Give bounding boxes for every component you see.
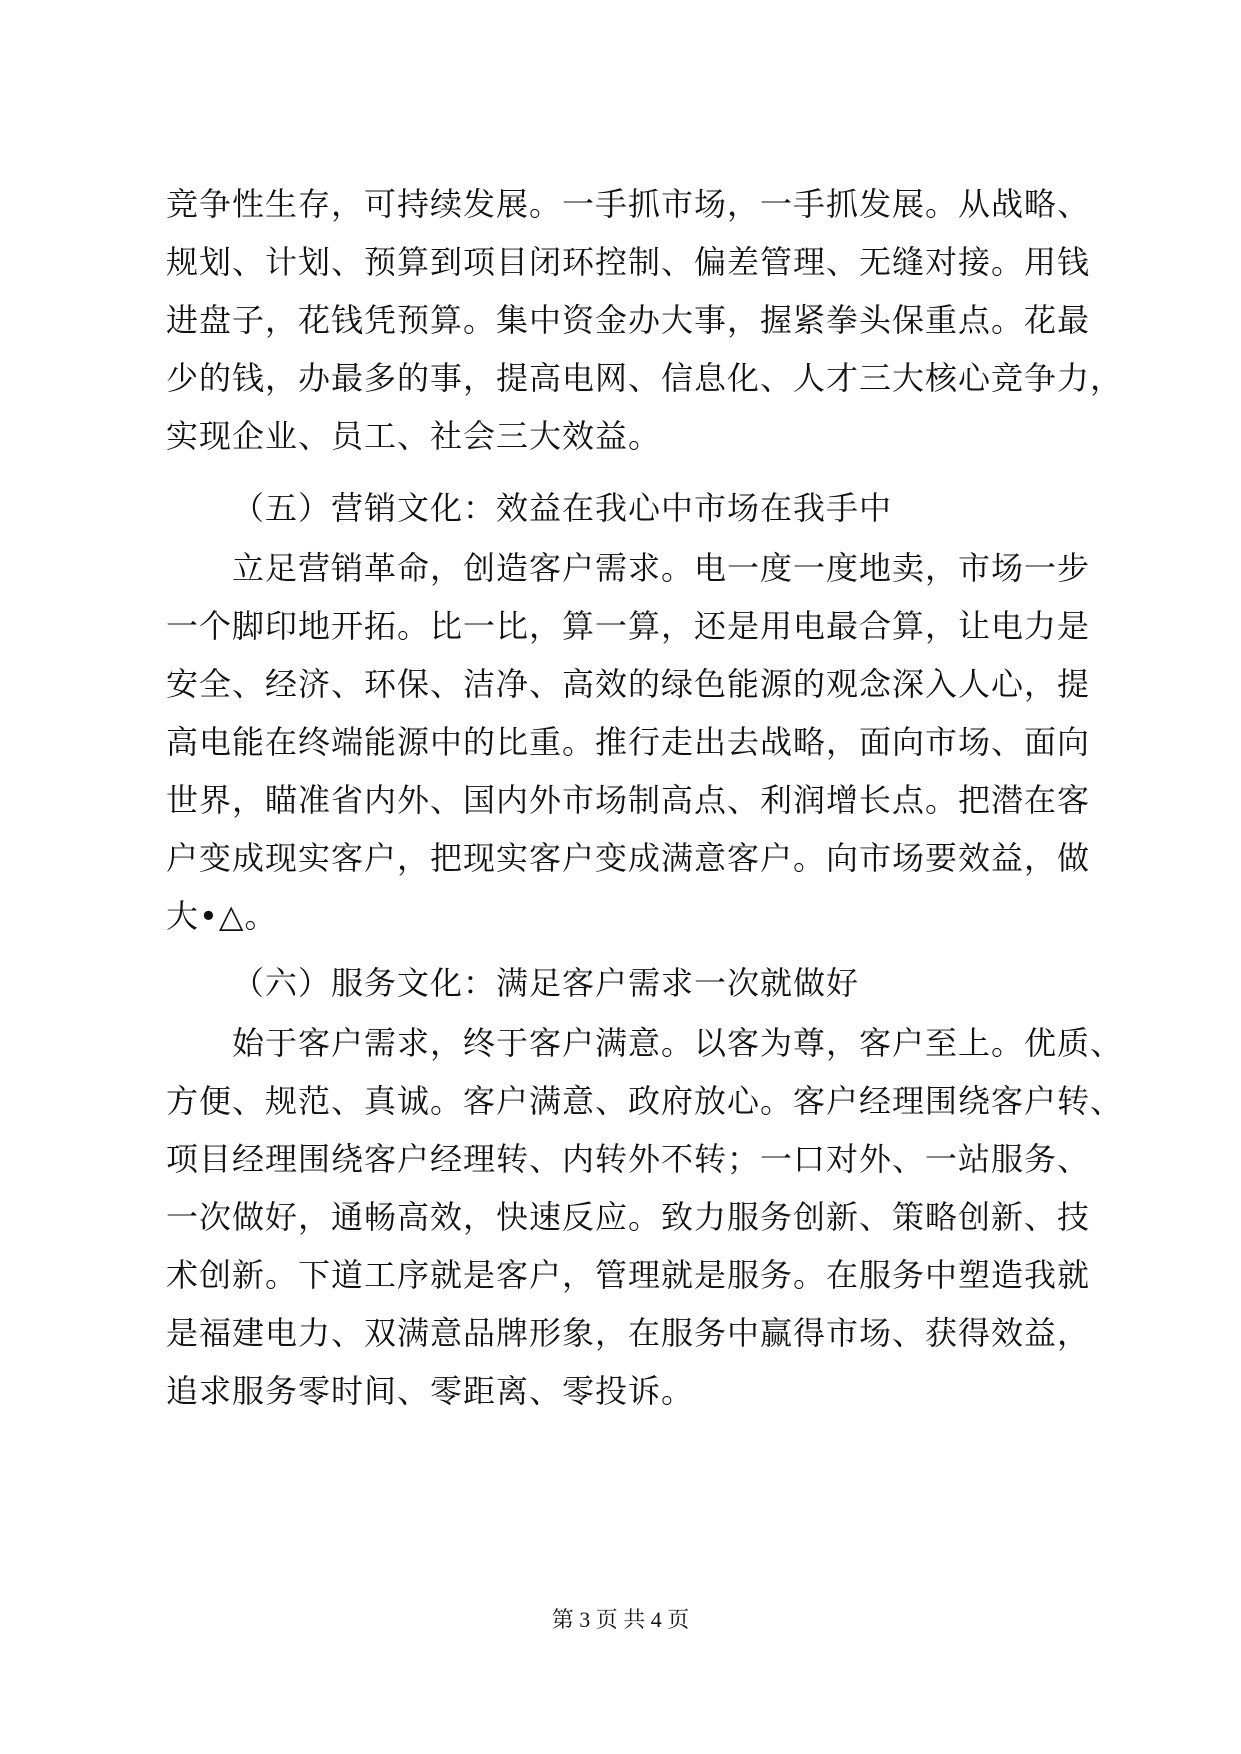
paragraph-3 [166,1014,1124,1420]
page-number-footer: 第 3 页 共 4 页 [551,1607,690,1632]
paragraph-line: 世界，瞄准省内外、国内外市场制高点、利润增长点。把潜在客 [166,781,1091,819]
paragraph-line: 少的钱，办最多的事，提高电网、信息化、人才三大核心竞争力， [166,359,1124,397]
paragraph-line: 户变成现实客户，把现实客户变成满意客户。向市场要效益，做 [166,839,1091,877]
paragraph-line: 项目经理围绕客户经理转、内转外不转；一口对外、一站服务、 [166,1140,1091,1178]
paragraph-line: 大•△。 [166,897,278,935]
paragraph-line: 规划、计划、预算到项目闭环控制、偏差管理、无缝对接。用钱 [166,243,1091,281]
paragraph-line: 一次做好，通畅高效，快速反应。致力服务创新、策略创新、技 [166,1198,1091,1236]
paragraph-line: 高电能在终端能源中的比重。推行走出去战略，面向市场、面向 [166,723,1091,761]
paragraph-line: 始于客户需求，终于客户满意。以客为尊，客户至上。优质、 [232,1024,1124,1062]
paragraph-line: 竞争性生存，可持续发展。一手抓市场，一手抓发展。从战略、 [166,185,1091,223]
paragraph-line: 是福建电力、双满意品牌形象，在服务中赢得市场、获得效益， [166,1314,1091,1352]
section-heading-6 [166,954,1086,1012]
paragraph-line: 实现企业、员工、社会三大效益。 [166,417,662,455]
paragraph-2 [166,539,1091,945]
section-heading-5 [166,479,1086,537]
paragraph-line: 安全、经济、环保、洁净、高效的绿色能源的观念深入人心，提 [166,665,1091,703]
paragraph-line: 追求服务零时间、零距离、零投诉。 [166,1372,695,1410]
paragraph-line: 立足营销革命，创造客户需求。电一度一度地卖，市场一步 [232,549,1091,587]
section-heading: （五）营销文化：效益在我心中市场在我手中 [232,489,893,527]
paragraph-1 [166,175,1124,465]
paragraph-line: 一个脚印地开拓。比一比，算一算，还是用电最合算，让电力是 [166,607,1091,645]
paragraph-line: 方便、规范、真诚。客户满意、政府放心。客户经理围绕客户转、 [166,1082,1124,1120]
paragraph-line: 进盘子，花钱凭预算。集中资金办大事，握紧拳头保重点。花最 [166,301,1091,339]
section-heading: （六）服务文化：满足客户需求一次就做好 [232,964,860,1002]
paragraph-line: 术创新。下道工序就是客户，管理就是服务。在服务中塑造我就 [166,1256,1091,1294]
